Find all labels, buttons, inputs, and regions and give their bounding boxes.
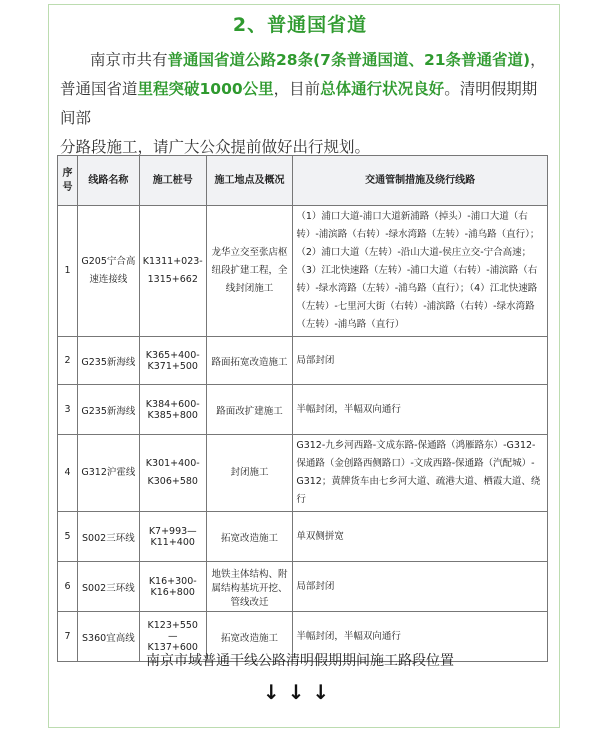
- down-arrows-icon: ↓↓↓: [262, 680, 338, 704]
- cell-location: 地铁主体结构、附属结构基坑开挖、管线改迁: [206, 562, 293, 612]
- table-row: [58, 206, 548, 337]
- intro-text: 南京市共有: [90, 51, 168, 69]
- cell-seq: 7: [58, 612, 78, 662]
- cell-stake: K123+550—K137+600: [139, 612, 206, 662]
- intro-text: ，: [530, 51, 546, 69]
- cell-stake: K301+400-K306+580: [139, 435, 206, 512]
- cell-measures: 局部封闭: [293, 562, 548, 612]
- cell-seq: 6: [58, 562, 78, 612]
- table-row: [58, 562, 548, 612]
- cell-location: 拓宽改造施工: [206, 512, 293, 562]
- cell-measures: 半幅封闭，半幅双向通行: [293, 385, 548, 435]
- table-row: [58, 435, 548, 512]
- cell-route: S360宜高线: [77, 612, 139, 662]
- intro-text: ，目前: [273, 80, 321, 98]
- table-row: [58, 512, 548, 562]
- intro-text: 分路段施工，请广大公众提前做好出行规划。: [60, 138, 371, 156]
- intro-highlight: 里程突破1000公里: [137, 80, 274, 98]
- cell-route: G235新海线: [77, 337, 139, 385]
- header-measures: 交通管制措施及绕行线路: [293, 156, 548, 206]
- cell-location: 龙华立交至张店枢纽段扩建工程，全线封闭施工: [206, 206, 293, 337]
- header-location: 施工地点及概况: [206, 156, 293, 206]
- cell-location: 拓宽改造施工: [206, 612, 293, 662]
- intro-text: 。清明假期期间部: [60, 80, 538, 127]
- header-route: 线路名称: [77, 156, 139, 206]
- cell-stake: K365+400-K371+500: [139, 337, 206, 385]
- cell-stake: K1311+023-1315+662: [139, 206, 206, 337]
- cell-route: S002三环线: [77, 562, 139, 612]
- cell-seq: 5: [58, 512, 78, 562]
- cell-stake: K384+600-K385+800: [139, 385, 206, 435]
- cell-seq: 3: [58, 385, 78, 435]
- cell-measures: （1）浦口大道-浦口大道新浦路（掉头）-浦口大道（右转）-浦滨路（右转）-绿水湾路（左转）-浦乌路（直行）；（2）浦口大道（左转）-沿山大道-侯庄立交-宁合高速；（3）江北快速路（左转）-浦口大道（右转）-浦滨路（右转）-绿水湾路（左转）-浦乌路（直行）；（4）江北快速路（左转）-七里河大街（右转）-浦滨路（右转）-绿水湾路（左转）-浦乌路（直行）: [293, 206, 548, 337]
- table-row: [58, 385, 548, 435]
- cell-route: S002三环线: [77, 512, 139, 562]
- construction-table: [57, 155, 548, 662]
- cell-measures: 局部封闭: [293, 337, 548, 385]
- intro-highlight: 总体通行状况良好: [320, 80, 445, 98]
- cell-location: 封闭施工: [206, 435, 293, 512]
- table-header-row: [58, 156, 548, 206]
- cell-route: G205宁合高速连接线: [77, 206, 139, 337]
- cell-route: G235新海线: [77, 385, 139, 435]
- table-row: [58, 337, 548, 385]
- cell-location: 路面拓宽改造施工: [206, 337, 293, 385]
- intro-text: 普通国省道: [60, 80, 138, 98]
- intro-paragraph: [60, 46, 550, 162]
- map-caption: 南京市域普通干线公路清明假期期间施工路段位置: [146, 653, 454, 669]
- cell-seq: 2: [58, 337, 78, 385]
- cell-stake: K16+300-K16+800: [139, 562, 206, 612]
- cell-seq: 4: [58, 435, 78, 512]
- cell-measures: 半幅封闭，半幅双向通行: [293, 612, 548, 662]
- cell-measures: G312-九乡河西路-文成东路-保通路（鸿雁路东）-G312-保通路（金创路西侧路口）-文成西路-保通路（汽配城）-G312；黄牌货车由七乡河大道、疏港大道、栖霞大道、绕行: [293, 435, 548, 512]
- intro-highlight: 普通国省道公路28条(7条普通国道、21条普通省道): [167, 51, 531, 69]
- cell-seq: 1: [58, 206, 78, 337]
- cell-location: 路面改扩建施工: [206, 385, 293, 435]
- header-seq: 序号: [58, 156, 78, 206]
- cell-stake: K7+993—K11+400: [139, 512, 206, 562]
- cell-route: G312沪霍线: [77, 435, 139, 512]
- cell-measures: 单双侧拼宽: [293, 512, 548, 562]
- section-title: 2、普通国省道: [232, 14, 368, 36]
- header-stake: 施工桩号: [139, 156, 206, 206]
